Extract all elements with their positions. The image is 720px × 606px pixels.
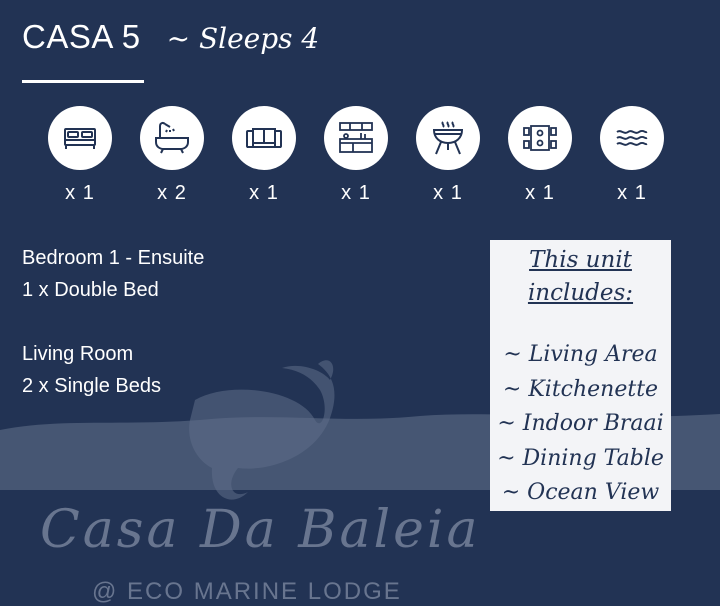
room-details bbox=[22, 242, 204, 402]
braai-grill-icon bbox=[416, 106, 480, 170]
amenity-count: x 2 bbox=[157, 182, 187, 204]
list-item: ~ Living Area bbox=[503, 342, 658, 367]
kitchen-icon bbox=[324, 106, 388, 170]
title-underline bbox=[22, 80, 144, 83]
amenity-count: x 1 bbox=[617, 182, 647, 204]
room-beds: 1 x Double Bed bbox=[22, 279, 159, 301]
includes-heading-line: includes: bbox=[527, 280, 634, 306]
amenity-count: x 1 bbox=[525, 182, 555, 204]
bathtub-shower-icon bbox=[140, 106, 204, 170]
room-name: Living Room bbox=[22, 343, 134, 365]
dining-table-icon bbox=[508, 106, 572, 170]
list-item: ~ Indoor Braai bbox=[497, 411, 664, 436]
amenity-bed bbox=[48, 106, 112, 205]
amenity-kitchen bbox=[324, 106, 388, 205]
page-title: CASA 5 bbox=[22, 18, 141, 55]
list-item: ~ Dining Table bbox=[497, 445, 664, 471]
amenity-dining bbox=[508, 106, 572, 205]
list-item: ~ Ocean View bbox=[501, 480, 660, 505]
header bbox=[22, 18, 319, 56]
room-beds: 2 x Single Beds bbox=[22, 375, 161, 397]
includes-panel bbox=[490, 240, 671, 511]
includes-list bbox=[490, 338, 671, 511]
amenity-ocean bbox=[600, 106, 664, 205]
amenity-count: x 1 bbox=[433, 182, 463, 204]
includes-heading-line: This unit bbox=[529, 247, 632, 273]
amenity-sofa bbox=[232, 106, 296, 205]
amenity-count: x 1 bbox=[65, 182, 95, 204]
room-name: Bedroom 1 - Ensuite bbox=[22, 247, 205, 269]
sofa-icon bbox=[232, 106, 296, 170]
amenity-braai bbox=[416, 106, 480, 205]
brand-sub-text: @ ECO MARINE LODGE bbox=[92, 578, 402, 605]
sleeps-subtitle: ~ Sleeps 4 bbox=[166, 22, 320, 55]
amenity-count: x 1 bbox=[249, 182, 279, 204]
ocean-waves-icon bbox=[600, 106, 664, 170]
double-bed-icon bbox=[48, 106, 112, 170]
brand-logo-text: Casa Da Baleia bbox=[40, 500, 481, 560]
includes-heading bbox=[490, 244, 671, 310]
amenity-count: x 1 bbox=[341, 182, 371, 204]
amenity-bath bbox=[140, 106, 204, 205]
list-item: ~ Kitchenette bbox=[502, 376, 659, 402]
